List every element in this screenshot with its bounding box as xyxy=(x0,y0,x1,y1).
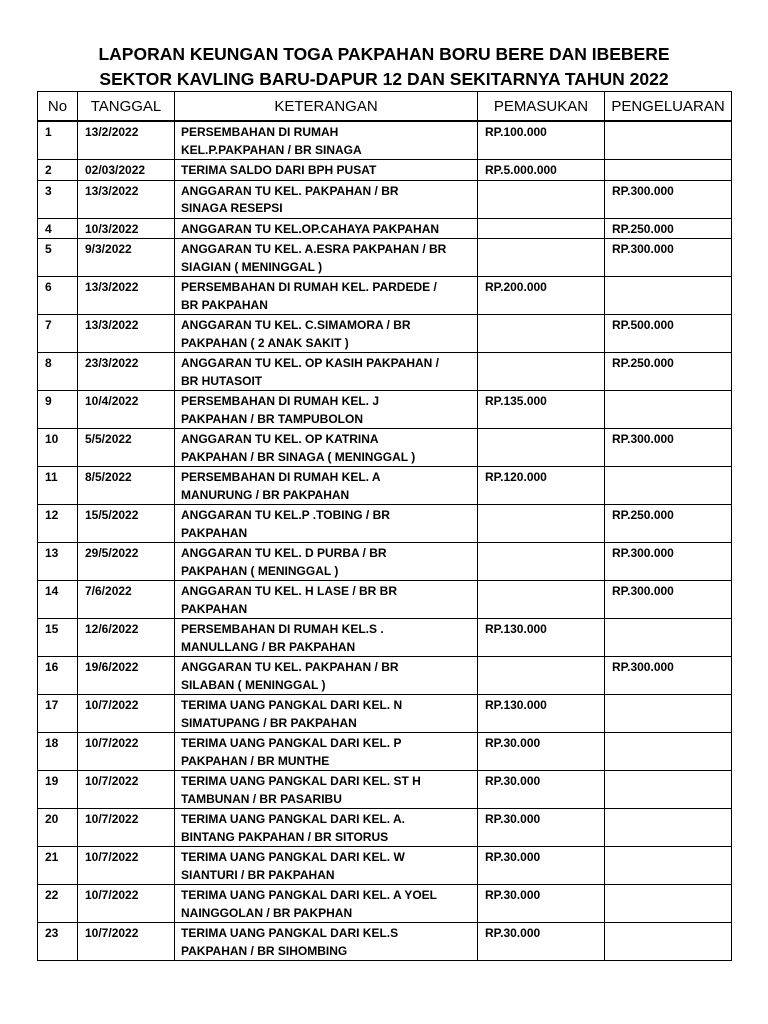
cell-keterangan xyxy=(175,467,478,505)
table-row xyxy=(38,619,732,657)
cell-keterangan xyxy=(175,160,478,181)
table-row xyxy=(38,695,732,733)
cell-tanggal: 13/3/2022 xyxy=(78,180,175,218)
keterangan-line-2: BINTANG PAKPAHAN / BR SITORUS xyxy=(181,829,389,844)
cell-tanggal: 15/5/2022 xyxy=(78,505,175,543)
cell-tanggal: 13/3/2022 xyxy=(78,315,175,353)
table-row xyxy=(38,429,732,467)
keterangan-line-1: ANGGARAN TU KEL. PAKPAHAN / BR xyxy=(181,183,399,198)
cell-no: 23 xyxy=(38,923,78,961)
cell-keterangan xyxy=(175,543,478,581)
cell-pemasukan: RP.200.000 xyxy=(478,277,605,315)
cell-pengeluaran: RP.300.000 xyxy=(605,180,732,218)
header-no: No xyxy=(38,92,78,122)
table-row xyxy=(38,771,732,809)
table-header-row xyxy=(38,92,732,122)
cell-pemasukan xyxy=(478,657,605,695)
cell-pengeluaran xyxy=(605,391,732,429)
cell-no: 19 xyxy=(38,771,78,809)
cell-tanggal: 7/6/2022 xyxy=(78,581,175,619)
keterangan-line-1: ANGGARAN TU KEL. OP KASIH PAKPAHAN / xyxy=(181,356,440,370)
cell-no: 9 xyxy=(38,391,78,429)
table-row xyxy=(38,239,732,277)
cell-pengeluaran xyxy=(605,467,732,505)
keterangan-line-1: PERSEMBAHAN DI RUMAH KEL. A xyxy=(181,470,381,484)
keterangan-line-2: NAINGGOLAN / BR PAKPHAN xyxy=(181,905,353,920)
cell-tanggal: 10/7/2022 xyxy=(78,733,175,771)
keterangan-line-2: MANULLANG / BR PAKPAHAN xyxy=(181,639,356,654)
cell-no: 4 xyxy=(38,218,78,239)
table-row xyxy=(38,315,732,353)
cell-pemasukan: RP.5.000.000 xyxy=(478,160,605,181)
cell-pengeluaran xyxy=(605,695,732,733)
keterangan-line-1: TERIMA UANG PANGKAL DARI KEL. A YOEL xyxy=(181,888,438,902)
keterangan-line-2: SINAGA RESEPSI xyxy=(181,201,283,215)
keterangan-line-2: PAKPAHAN ( 2 ANAK SAKIT ) xyxy=(181,335,349,350)
table-row xyxy=(38,277,732,315)
table-row xyxy=(38,809,732,847)
cell-tanggal: 10/3/2022 xyxy=(78,218,175,239)
table-row xyxy=(38,467,732,505)
cell-pengeluaran xyxy=(605,885,732,923)
cell-pengeluaran: RP.250.000 xyxy=(605,218,732,239)
cell-tanggal: 29/5/2022 xyxy=(78,543,175,581)
cell-pemasukan: RP.135.000 xyxy=(478,391,605,429)
cell-pemasukan xyxy=(478,315,605,353)
cell-no: 20 xyxy=(38,809,78,847)
cell-tanggal: 9/3/2022 xyxy=(78,239,175,277)
report-title-line-1: LAPORAN KEUNGAN TOGA PAKPAHAN BORU BERE DAN IBEBERE xyxy=(98,44,670,64)
keterangan-line-2: SIMATUPANG / BR PAKPAHAN xyxy=(181,715,357,730)
cell-no: 3 xyxy=(38,180,78,218)
cell-pengeluaran xyxy=(605,771,732,809)
cell-keterangan xyxy=(175,581,478,619)
keterangan-line-1: TERIMA UANG PANGKAL DARI KEL.S xyxy=(181,926,399,940)
keterangan-line-1: ANGGARAN TU KEL.P .TOBING / BR xyxy=(181,508,390,522)
keterangan-line-2: PAKPAHAN / BR TAMPUBOLON xyxy=(181,411,363,426)
cell-pengeluaran: RP.250.000 xyxy=(605,353,732,391)
cell-no: 16 xyxy=(38,657,78,695)
finance-table xyxy=(37,91,732,961)
cell-keterangan xyxy=(175,239,478,277)
cell-no: 15 xyxy=(38,619,78,657)
keterangan-line-1: PERSEMBAHAN DI RUMAH KEL. PARDEDE / xyxy=(181,280,437,294)
table-row xyxy=(38,543,732,581)
cell-keterangan xyxy=(175,657,478,695)
cell-keterangan xyxy=(175,695,478,733)
header-keterangan: KETERANGAN xyxy=(175,92,478,122)
cell-no: 14 xyxy=(38,581,78,619)
keterangan-line-1: PERSEMBAHAN DI RUMAH KEL. J xyxy=(181,394,380,408)
cell-no: 12 xyxy=(38,505,78,543)
keterangan-line-1: TERIMA UANG PANGKAL DARI KEL. A. xyxy=(181,812,405,826)
table-row xyxy=(38,391,732,429)
header-pemasukan: PEMASUKAN xyxy=(478,92,605,122)
cell-tanggal: 8/5/2022 xyxy=(78,467,175,505)
cell-no: 11 xyxy=(38,467,78,505)
table-row xyxy=(38,505,732,543)
keterangan-line-1: ANGGARAN TU KEL. D PURBA / BR xyxy=(181,546,387,560)
cell-pengeluaran: RP.300.000 xyxy=(605,581,732,619)
table-row xyxy=(38,733,732,771)
cell-pengeluaran: RP.300.000 xyxy=(605,657,732,695)
cell-pemasukan: RP.130.000 xyxy=(478,695,605,733)
table-row xyxy=(38,353,732,391)
keterangan-line-2: KEL.P.PAKPAHAN / BR SINAGA xyxy=(181,142,362,157)
cell-keterangan xyxy=(175,180,478,218)
cell-tanggal: 02/03/2022 xyxy=(78,160,175,181)
header-pengeluaran: PENGELUARAN xyxy=(605,92,732,122)
keterangan-line-2: PAKPAHAN / BR SINAGA ( MENINGGAL ) xyxy=(181,449,416,464)
cell-pemasukan: RP.30.000 xyxy=(478,771,605,809)
cell-pengeluaran: RP.500.000 xyxy=(605,315,732,353)
cell-no: 1 xyxy=(38,121,78,160)
cell-keterangan xyxy=(175,121,478,160)
cell-no: 6 xyxy=(38,277,78,315)
cell-pengeluaran xyxy=(605,121,732,160)
cell-pengeluaran xyxy=(605,160,732,181)
cell-tanggal: 10/7/2022 xyxy=(78,695,175,733)
table-body xyxy=(38,121,732,961)
cell-pemasukan xyxy=(478,180,605,218)
keterangan-line-2: TAMBUNAN / BR PASARIBU xyxy=(181,791,342,806)
cell-no: 22 xyxy=(38,885,78,923)
cell-no: 2 xyxy=(38,160,78,181)
cell-keterangan xyxy=(175,277,478,315)
cell-pemasukan xyxy=(478,581,605,619)
cell-pemasukan: RP.30.000 xyxy=(478,733,605,771)
keterangan-line-1: ANGGARAN TU KEL. C.SIMAMORA / BR xyxy=(181,318,411,332)
cell-keterangan xyxy=(175,391,478,429)
cell-pemasukan xyxy=(478,429,605,467)
cell-pengeluaran xyxy=(605,847,732,885)
keterangan-line-1: TERIMA UANG PANGKAL DARI KEL. ST H xyxy=(181,774,421,788)
keterangan-line-2: SIANTURI / BR PAKPAHAN xyxy=(181,867,335,882)
cell-tanggal: 10/7/2022 xyxy=(78,885,175,923)
cell-keterangan xyxy=(175,218,478,239)
cell-pengeluaran: RP.300.000 xyxy=(605,429,732,467)
cell-no: 13 xyxy=(38,543,78,581)
header-tanggal: TANGGAL xyxy=(78,92,175,122)
cell-tanggal: 13/2/2022 xyxy=(78,121,175,160)
table-row xyxy=(38,923,732,961)
cell-tanggal: 12/6/2022 xyxy=(78,619,175,657)
cell-no: 21 xyxy=(38,847,78,885)
keterangan-line-2: MANURUNG / BR PAKPAHAN xyxy=(181,487,350,502)
table-row xyxy=(38,180,732,218)
cell-no: 5 xyxy=(38,239,78,277)
keterangan-line-1: ANGGARAN TU KEL.OP.CAHAYA PAKPAHAN xyxy=(181,221,440,236)
cell-pengeluaran xyxy=(605,809,732,847)
cell-pemasukan xyxy=(478,543,605,581)
cell-pengeluaran xyxy=(605,923,732,961)
cell-tanggal: 10/7/2022 xyxy=(78,923,175,961)
cell-keterangan xyxy=(175,505,478,543)
cell-no: 8 xyxy=(38,353,78,391)
keterangan-line-2: PAKPAHAN ( MENINGGAL ) xyxy=(181,563,339,578)
table-row xyxy=(38,885,732,923)
keterangan-line-2: BR PAKPAHAN xyxy=(181,297,268,312)
keterangan-line-1: TERIMA SALDO DARI BPH PUSAT xyxy=(181,163,377,177)
cell-keterangan xyxy=(175,771,478,809)
keterangan-line-2: PAKPAHAN xyxy=(181,601,248,616)
keterangan-line-1: PERSEMBAHAN DI RUMAH xyxy=(181,125,339,139)
cell-no: 7 xyxy=(38,315,78,353)
cell-pengeluaran xyxy=(605,619,732,657)
cell-tanggal: 19/6/2022 xyxy=(78,657,175,695)
cell-no: 18 xyxy=(38,733,78,771)
keterangan-line-2: SILABAN ( MENINGGAL ) xyxy=(181,677,326,692)
cell-keterangan xyxy=(175,429,478,467)
keterangan-line-1: TERIMA UANG PANGKAL DARI KEL. N xyxy=(181,698,403,712)
keterangan-line-2: SIAGIAN ( MENINGGAL ) xyxy=(181,259,323,274)
cell-pemasukan xyxy=(478,218,605,239)
keterangan-line-2: BR HUTASOIT xyxy=(181,373,263,388)
cell-pengeluaran xyxy=(605,277,732,315)
cell-keterangan xyxy=(175,885,478,923)
cell-pemasukan: RP.30.000 xyxy=(478,923,605,961)
cell-pemasukan xyxy=(478,505,605,543)
cell-pemasukan xyxy=(478,353,605,391)
keterangan-line-1: ANGGARAN TU KEL. OP KATRINA xyxy=(181,432,379,446)
keterangan-line-1: ANGGARAN TU KEL. PAKPAHAN / BR xyxy=(181,660,399,674)
cell-no: 10 xyxy=(38,429,78,467)
table-row xyxy=(38,218,732,239)
cell-tanggal: 10/7/2022 xyxy=(78,847,175,885)
cell-pengeluaran: RP.300.000 xyxy=(605,239,732,277)
cell-keterangan xyxy=(175,733,478,771)
keterangan-line-1: TERIMA UANG PANGKAL DARI KEL. W xyxy=(181,850,405,864)
table-row xyxy=(38,121,732,160)
table-row xyxy=(38,657,732,695)
keterangan-line-2: PAKPAHAN xyxy=(181,525,248,540)
cell-keterangan xyxy=(175,353,478,391)
keterangan-line-1: ANGGARAN TU KEL. A.ESRA PAKPAHAN / BR xyxy=(181,242,447,256)
table-row xyxy=(38,581,732,619)
keterangan-line-2: PAKPAHAN / BR MUNTHE xyxy=(181,753,330,768)
cell-tanggal: 10/7/2022 xyxy=(78,771,175,809)
cell-pemasukan: RP.30.000 xyxy=(478,809,605,847)
keterangan-line-1: TERIMA UANG PANGKAL DARI KEL. P xyxy=(181,736,402,750)
cell-keterangan xyxy=(175,619,478,657)
cell-tanggal: 5/5/2022 xyxy=(78,429,175,467)
cell-pengeluaran: RP.300.000 xyxy=(605,543,732,581)
report-title-line-2: SEKTOR KAVLING BARU-DAPUR 12 DAN SEKITARNYA TAHUN 2022 xyxy=(99,69,669,89)
table-row xyxy=(38,160,732,181)
cell-pemasukan xyxy=(478,239,605,277)
cell-keterangan xyxy=(175,809,478,847)
cell-tanggal: 10/4/2022 xyxy=(78,391,175,429)
keterangan-line-1: PERSEMBAHAN DI RUMAH KEL.S . xyxy=(181,622,384,636)
keterangan-line-2: PAKPAHAN / BR SIHOMBING xyxy=(181,943,348,958)
cell-no: 17 xyxy=(38,695,78,733)
cell-pemasukan: RP.30.000 xyxy=(478,885,605,923)
cell-pemasukan: RP.130.000 xyxy=(478,619,605,657)
cell-tanggal: 13/3/2022 xyxy=(78,277,175,315)
cell-pengeluaran xyxy=(605,733,732,771)
cell-keterangan xyxy=(175,315,478,353)
cell-pengeluaran: RP.250.000 xyxy=(605,505,732,543)
keterangan-line-1: ANGGARAN TU KEL. H LASE / BR BR xyxy=(181,584,397,598)
cell-tanggal: 10/7/2022 xyxy=(78,809,175,847)
cell-keterangan xyxy=(175,847,478,885)
cell-pemasukan: RP.30.000 xyxy=(478,847,605,885)
cell-pemasukan: RP.100.000 xyxy=(478,121,605,160)
cell-tanggal: 23/3/2022 xyxy=(78,353,175,391)
cell-pemasukan: RP.120.000 xyxy=(478,467,605,505)
cell-keterangan xyxy=(175,923,478,961)
table-row xyxy=(38,847,732,885)
